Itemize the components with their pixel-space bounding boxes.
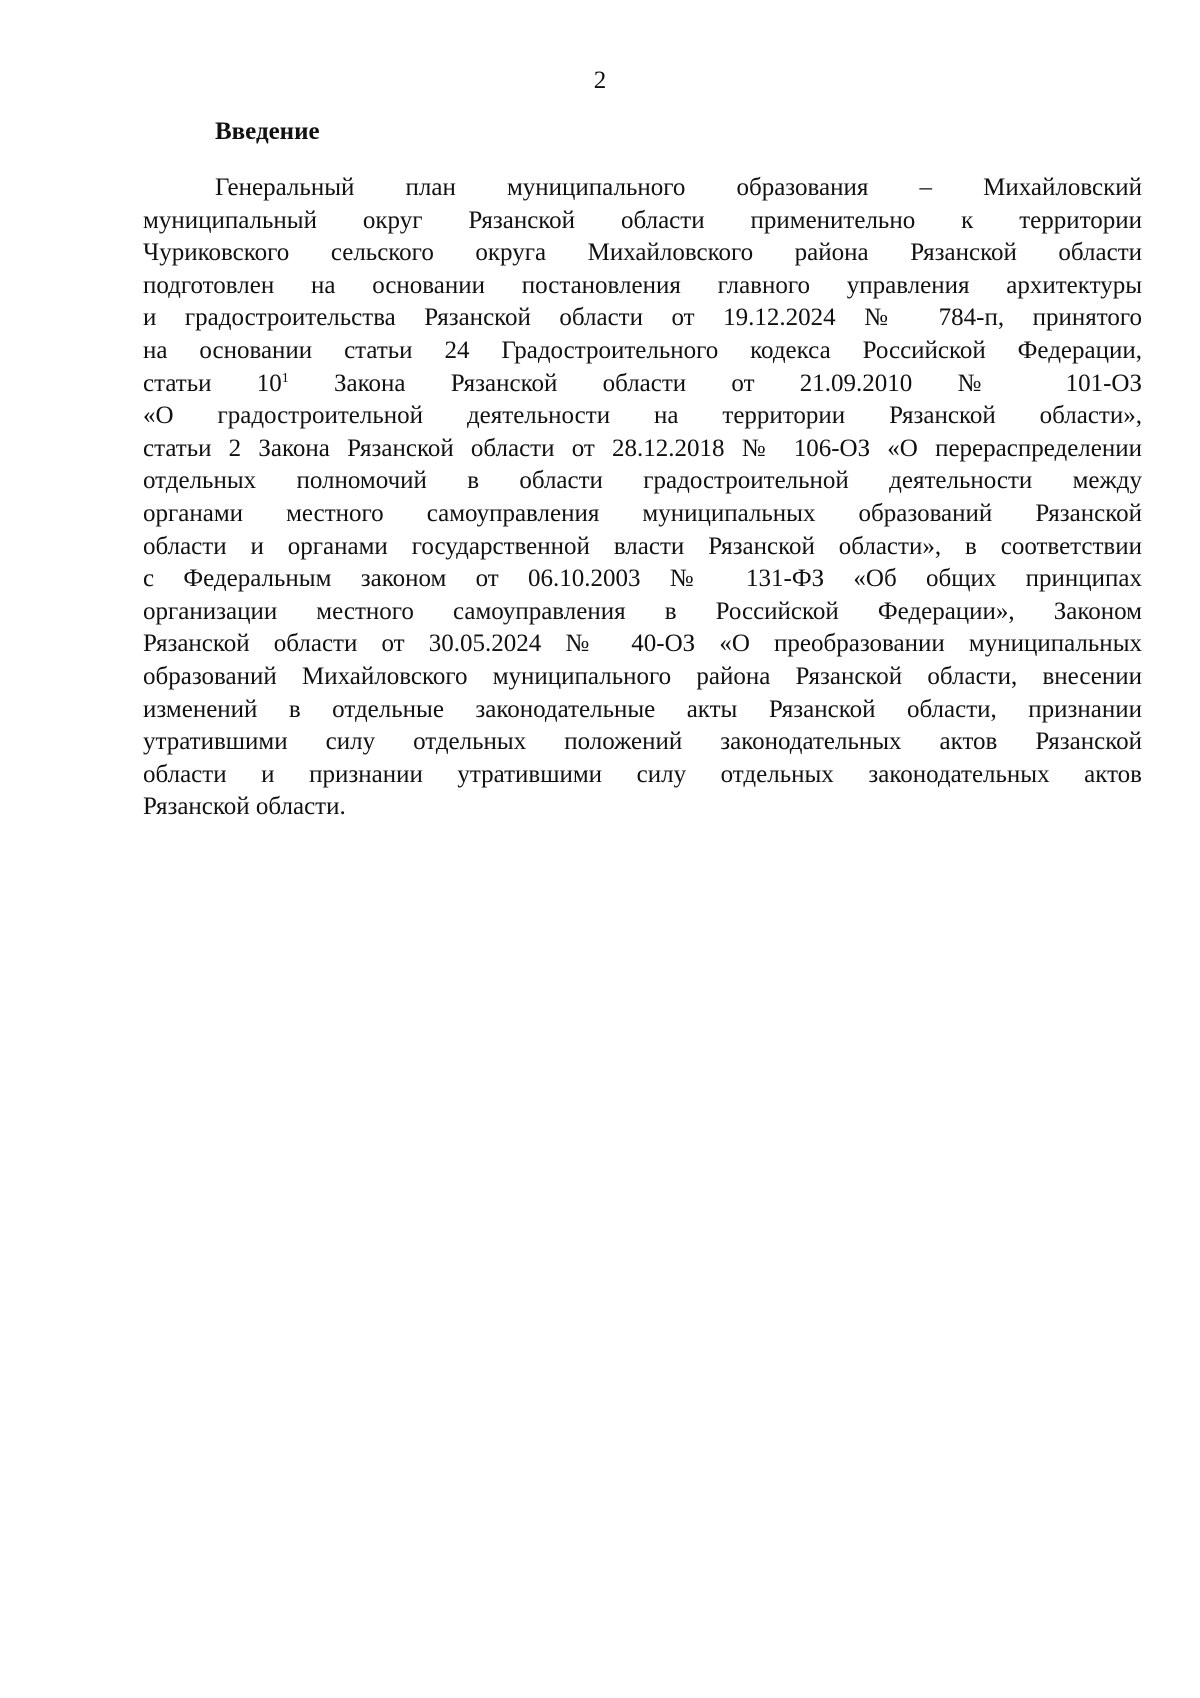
- paragraph-line: подготовлен на основании постановления главного управления архитектуры: [143, 271, 1142, 299]
- paragraph-line: образований Михайловского муниципального района Рязанской области, внесении: [143, 662, 1142, 690]
- paragraph-line: отдельных полномочий в области градостроительной деятельности между: [143, 467, 1142, 495]
- paragraph-line: с Федеральным законом от 06.10.2003 № 131-ФЗ «Об общих принципах: [143, 565, 1142, 593]
- paragraph-line: и градостроительства Рязанской области от 19.12.2024 № 784-п, принятого: [143, 304, 1142, 332]
- paragraph-line: Генеральный план муниципального образования – Михайловский: [215, 174, 1142, 201]
- paragraph-line: Рязанской области от 30.05.2024 № 40-ОЗ «О преобразовании муниципальных: [143, 630, 1142, 658]
- paragraph-line: Чуриковского сельского округа Михайловского района Рязанской области: [143, 239, 1142, 267]
- paragraph-line: области и органами государственной власти Рязанской области», в соответствии: [143, 532, 1142, 560]
- paragraph-line: изменений в отдельные законодательные акты Рязанской области, признании: [143, 695, 1142, 723]
- superscript: 1: [281, 370, 289, 386]
- paragraph-line: статьи 2 Закона Рязанской области от 28.12.2018 № 106-ОЗ «О перераспределении: [143, 434, 1142, 462]
- paragraph-line: области и признании утратившими силу отдельных законодательных актов: [143, 760, 1142, 788]
- paragraph-line-law-reference: [143, 368, 1142, 401]
- paragraph-line: органами местного самоуправления муниципальных образований Рязанской: [143, 499, 1142, 527]
- paragraph-line: Рязанской области.: [143, 793, 346, 821]
- introduction-paragraph: [143, 172, 1142, 824]
- paragraph-line: «О градостроительной деятельности на территории Рязанской области»,: [143, 402, 1142, 430]
- line-text-before: статьи 10: [143, 369, 282, 397]
- section-heading: Введение: [215, 118, 320, 145]
- page-number: 2: [593, 67, 607, 94]
- line-text-after: Закона Рязанской области от 21.09.2010 № 101-ОЗ: [288, 369, 1143, 397]
- paragraph-line: организации местного самоуправления в Российской Федерации», Законом: [143, 597, 1142, 625]
- paragraph-line: утратившими силу отдельных положений законодательных актов Рязанской: [143, 728, 1142, 756]
- paragraph-line: муниципальный округ Рязанской области применительно к территории: [143, 206, 1142, 234]
- paragraph-line: на основании статьи 24 Градостроительного кодекса Российской Федерации,: [143, 336, 1142, 364]
